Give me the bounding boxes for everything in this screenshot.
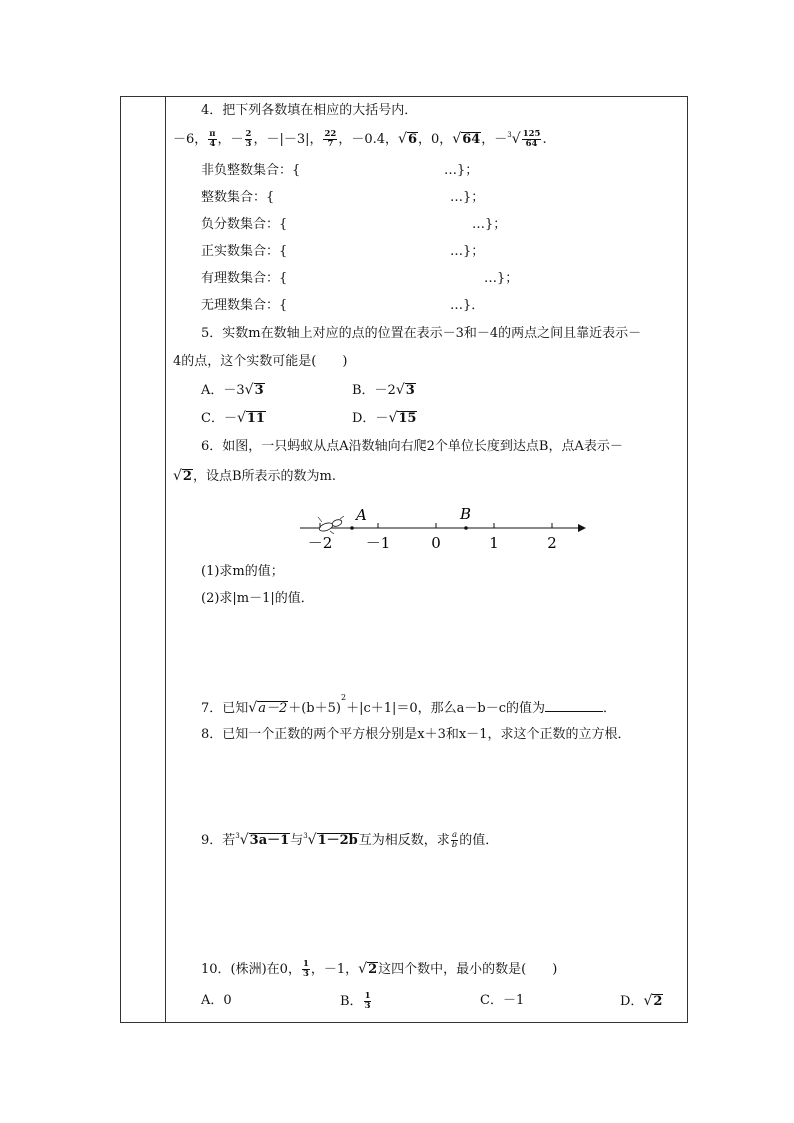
q7-line: 7．已知$√a-2+(b+5)^2+|c+1|=0$，那么a－b－c的值为 ． [201,693,617,716]
number-line-tick-label: －1 [365,534,391,552]
number-line-tick-label: 1 [489,534,499,552]
set-nonneg-int-label: 非负整数集合：{ [201,163,301,178]
fraction-22-7: $\frac{22}{7}$ [324,129,337,149]
number-line-arrow [578,524,586,532]
q6-sub1: (1)求m的值； [201,564,284,579]
set-nonneg-int-end: …}； [444,163,479,178]
set-pos-real-end: …}； [450,244,485,259]
fraction-2-3: $\frac{2}{3}$ [245,129,252,149]
q4-stem: 4．把下列各数填在相应的大括号内． [201,103,418,118]
q9-line: 9．若$^3$√3a－1与$^3$√1－2b互为相反数，求 $\frac{a}{b}$ 的值． [201,830,499,850]
set-rational-end: …}； [484,271,519,286]
q5-option-c: C．－√11 [201,410,265,426]
q4-numbers: －6， $\frac{\pi}{4}$ ，－ $\frac{2}{3}$ ，－|－3|， $\frac{22}{7}$ ，－0.4，√6，0，√64，－$^3$√ $\frac{125}{64}$ . [173,129,547,149]
q7-answer-blank[interactable] [545,699,603,712]
q5-option-b: B．－2√3 [352,382,415,398]
q5-option-d: D．－√15 [352,410,417,426]
q10-option-b: B． $\frac{1}{3}$ [340,991,371,1011]
set-irrational-label: 无理数集合：{ [201,298,288,313]
table-frame [120,96,688,1023]
set-rational-label: 有理数集合：{ [201,271,288,286]
point-b-label: B [460,506,472,523]
number-line-tick-label: 0 [431,534,441,552]
set-neg-frac-label: 负分数集合：{ [201,217,288,232]
q5-option-a: A．－3√3 [201,382,264,398]
cube-root-index: 3 [507,131,512,139]
number-line-figure [300,506,590,554]
number-line-tick-label: －2 [307,534,333,552]
set-int-label: 整数集合：{ [201,190,275,205]
number-line-ticks [308,523,557,552]
fraction-1-3: $\frac{1}{3}$ [302,959,309,979]
q5-line1: 5．实数m在数轴上对应的点的位置在表示－3和－4的两点之间且靠近表示－ [201,326,642,341]
fraction-pi-4: $\frac{\pi}{4}$ [209,129,216,149]
set-int-end: …}； [450,190,485,205]
q4-num-text: －6， [173,132,208,147]
q6-line1: 6．如图，一只蚂蚁从点A沿数轴向右爬2个单位长度到达点B，点A表示－ [201,439,623,454]
q6-sub2: (2)求|m－1|的值． [201,591,314,606]
number-line-tick-label: 2 [547,534,557,552]
point-b-dot [464,526,468,530]
sqrt-6: 6 [407,132,417,147]
column-divider [165,96,166,1023]
q10-option-a: A．0 [201,993,232,1008]
q10-line: 10．(株洲)在0， $\frac{1}{3}$ ，－1，√2这四个数中，最小的数是( ) [201,959,558,979]
fraction-125-64: $\frac{125}{64}$ [522,129,541,149]
q10-option-d: D．√2 [620,993,663,1009]
q8-line: 8．已知一个正数的两个平方根分别是x＋3和x－1，求这个正数的立方根． [201,727,631,742]
set-neg-frac-end: …}； [472,217,507,232]
set-pos-real-label: 正实数集合：{ [201,244,288,259]
q5-line2: 4的点，这个实数可能是( ) [173,354,348,369]
ant-icon [318,516,344,534]
point-a-label: A [356,506,367,524]
q6-line2: √2，设点B所表示的数为m. [173,468,336,484]
q10-option-c: C．－1 [480,993,525,1008]
set-irrational-end: …}． [450,298,485,313]
fraction-a-b: $\frac{a}{b}$ [451,830,458,850]
point-a-dot [350,526,354,530]
sqrt-64: 64 [462,132,481,147]
